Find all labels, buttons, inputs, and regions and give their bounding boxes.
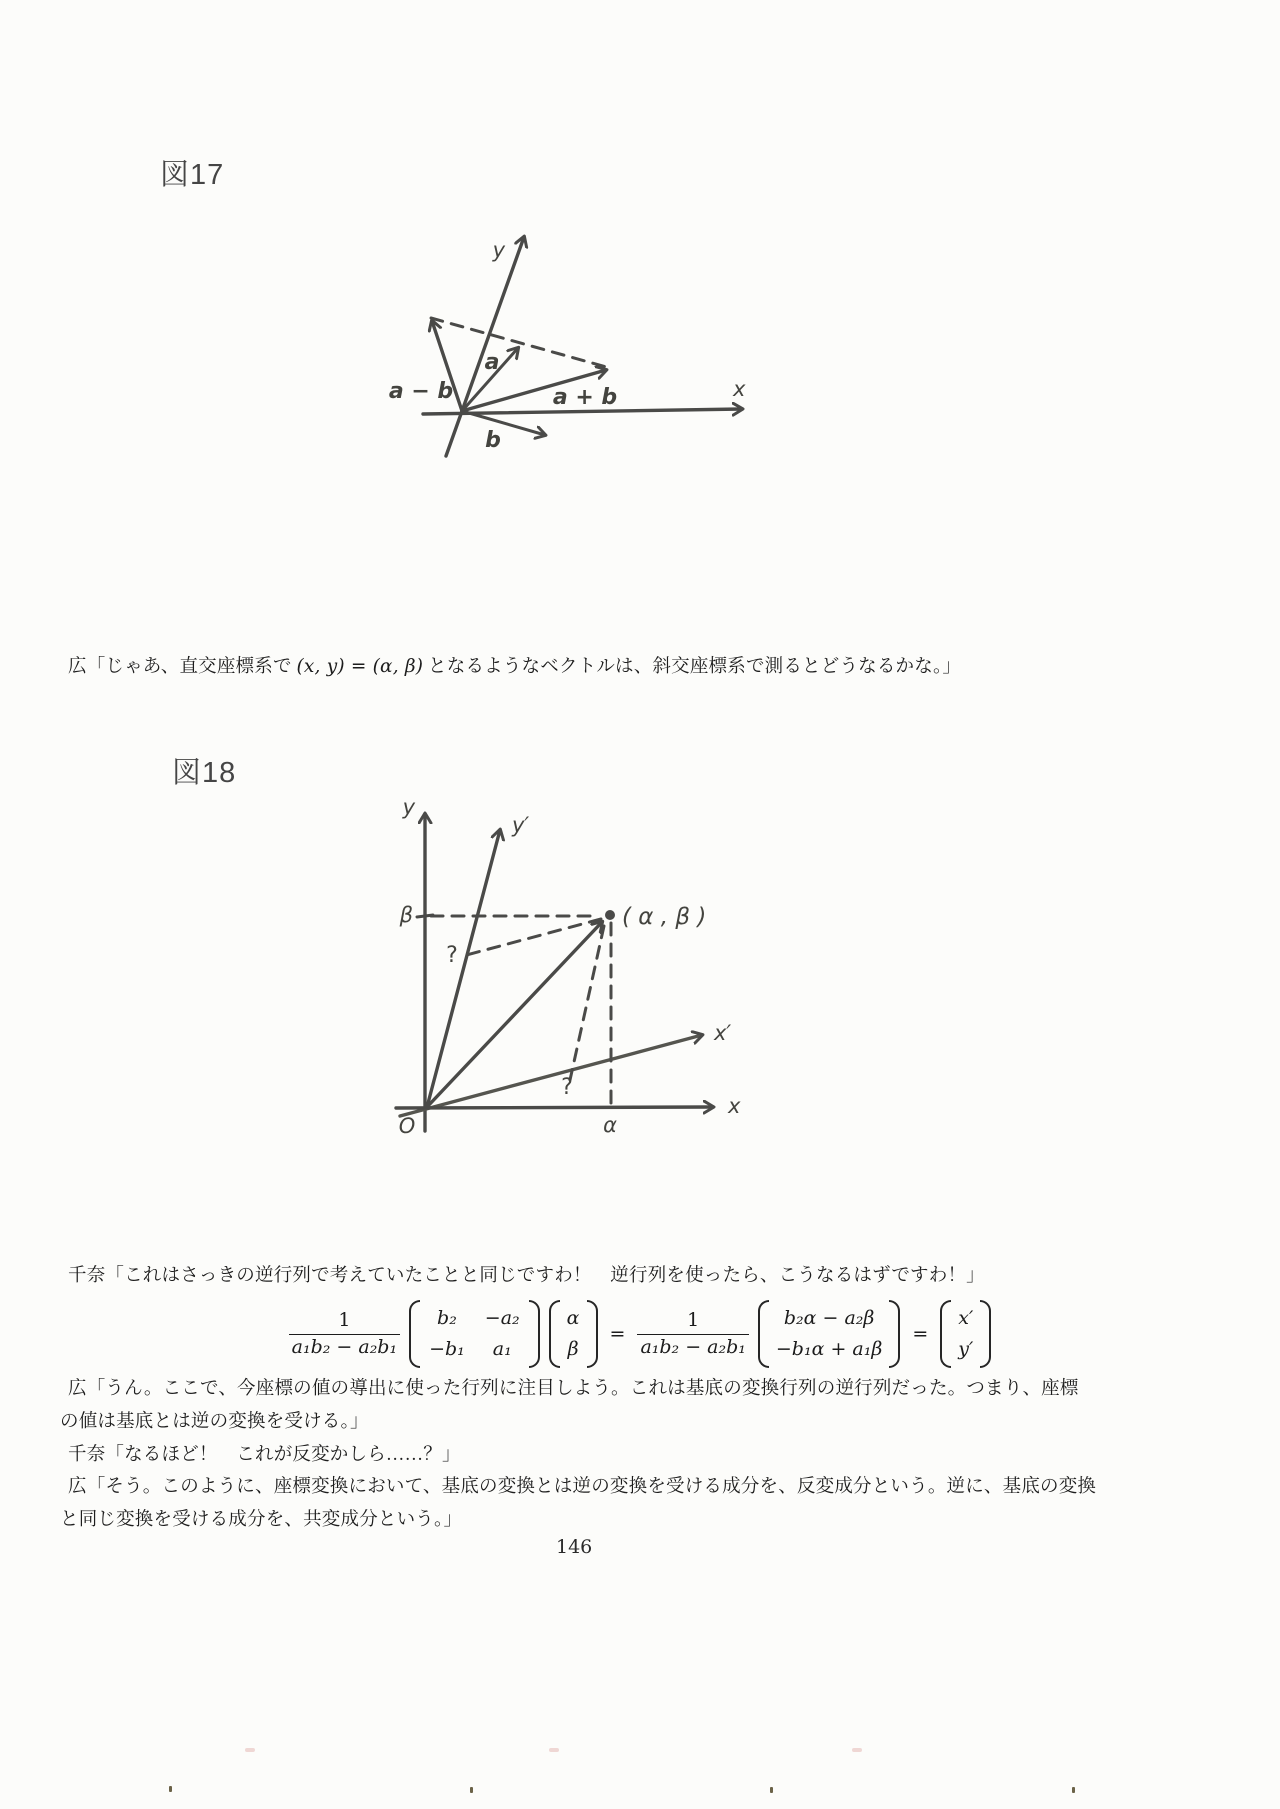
fig18-x-prime-axis xyxy=(400,1035,702,1116)
fig18-x-prime-axis-label: x′ xyxy=(714,1021,732,1045)
fig17-vector-a-plus-b-label: a + b xyxy=(552,385,618,410)
fig18-x-axis xyxy=(396,1107,713,1108)
vector-beta: β xyxy=(567,1337,579,1360)
matrix-cell-22: a₁ xyxy=(492,1337,512,1360)
left-parenthesis xyxy=(758,1300,769,1368)
xy-prime-cells xyxy=(951,1300,980,1368)
dialogue-hiro-1 xyxy=(68,652,961,678)
xy-prime-vector xyxy=(940,1300,991,1368)
right-parenthesis xyxy=(980,1300,991,1368)
fig18-question-lower: ? xyxy=(561,1075,573,1100)
fig18-point-label: ( α , β ) xyxy=(622,904,707,930)
dialogue-hiro-1-post: となるようなベクトルは、斜交座標系で測るとどうなるかな。」 xyxy=(423,657,962,677)
matrix-cell-11: b₂ xyxy=(437,1306,457,1329)
scan-speck xyxy=(470,1787,473,1793)
fig18-origin-label: O xyxy=(398,1114,416,1138)
fig17-y-axis xyxy=(446,237,524,456)
dialogue-hiro-1-pre: 広「じゃあ、直交座標系で xyxy=(68,657,297,677)
fig17-x-axis-label: x xyxy=(733,377,746,401)
scan-speck xyxy=(770,1787,773,1793)
fraction-2-denominator: a₁b₂ − a₂b₁ xyxy=(640,1336,746,1358)
dialogue-hiro-2-line-2: の値は基底とは逆の変換を受ける。」 xyxy=(60,1412,369,1432)
right-parenthesis xyxy=(889,1300,900,1368)
fraction-2-bar xyxy=(637,1334,748,1335)
fig18-y-axis-label: y xyxy=(402,795,415,819)
result-row-1: b₂α − a₂β xyxy=(783,1306,875,1329)
fig18-dashed-y-prime-projection xyxy=(459,919,601,957)
equals-sign-2: = xyxy=(912,1323,929,1345)
vector-y-prime: y′ xyxy=(958,1337,974,1360)
result-row-2: −b₁α + a₁β xyxy=(775,1337,883,1360)
dialogue-hiro-3-line-2: と同じ変換を受ける成分を、共変成分という。」 xyxy=(60,1510,463,1530)
fraction-1-denominator: a₁b₂ − a₂b₁ xyxy=(291,1336,398,1358)
vector-x-prime: x′ xyxy=(958,1306,974,1329)
result-cells xyxy=(769,1300,889,1368)
fig18-y-prime-axis-label: y′ xyxy=(512,813,530,837)
left-parenthesis xyxy=(549,1300,560,1368)
fig18-point-dot xyxy=(605,910,615,920)
matrix-cell-12: −a₂ xyxy=(484,1306,520,1329)
figure17-drawing xyxy=(380,180,780,480)
fig17-vector-a-label: a xyxy=(484,350,500,375)
fraction-1 xyxy=(289,1309,400,1359)
fig17-y-axis-label: y xyxy=(492,238,505,262)
figure18-drawing xyxy=(380,780,760,1150)
left-parenthesis xyxy=(409,1300,420,1368)
fraction-1-numerator: 1 xyxy=(338,1309,351,1332)
result-column-vector xyxy=(758,1300,900,1368)
scan-speck xyxy=(1072,1787,1075,1793)
page-number: 146 xyxy=(556,1536,593,1558)
equals-sign-1: = xyxy=(609,1323,626,1345)
inverse-matrix xyxy=(409,1300,540,1368)
right-parenthesis xyxy=(529,1300,540,1368)
left-parenthesis xyxy=(940,1300,951,1368)
fraction-2-numerator: 1 xyxy=(687,1309,700,1332)
figure18-heading: 図18 xyxy=(172,757,237,789)
scan-mark xyxy=(245,1748,255,1752)
fig17-vector-a-minus-b-label: a − b xyxy=(388,379,454,404)
fig18-question-upper: ? xyxy=(446,943,458,968)
right-parenthesis xyxy=(587,1300,598,1368)
fig17-vector-b-label: b xyxy=(485,428,501,453)
dialogue-china-2: 千奈「なるほど！ これが反変かしら……？」 xyxy=(68,1445,461,1465)
fig18-beta-tick xyxy=(417,915,433,917)
scan-mark xyxy=(549,1748,559,1752)
vector-alpha: α xyxy=(566,1306,580,1329)
alpha-beta-vector xyxy=(549,1300,598,1368)
dialogue-hiro-2-line-1: 広「うん。ここで、今座標の値の導出に使った行列に注目しよう。これは基底の変換行列の逆行列だった。つまり、座標 xyxy=(68,1379,1079,1399)
fig17-vector-b xyxy=(462,411,545,435)
fraction-2 xyxy=(637,1309,748,1359)
dialogue-china-1: 千奈「これはさっきの逆行列で考えていたことと同じですわ！ 逆行列を使ったら、こうなるはずですわ！」 xyxy=(68,1266,985,1286)
alpha-beta-cells xyxy=(560,1300,587,1368)
fraction-1-bar xyxy=(289,1334,400,1335)
fig18-alpha-label: α xyxy=(603,1113,617,1137)
scan-mark xyxy=(852,1748,862,1752)
scan-speck xyxy=(169,1786,172,1792)
fig18-beta-label: β xyxy=(399,903,413,927)
dialogue-hiro-1-math: (x, y) = (α, β) xyxy=(296,656,424,677)
matrix-cell-21: −b₁ xyxy=(429,1337,465,1360)
fig17-parallelogram-dashed-line xyxy=(431,318,610,368)
figure17-heading: 図17 xyxy=(160,159,225,191)
inverse-matrix-cells xyxy=(420,1300,529,1368)
fig18-y-prime-axis xyxy=(427,830,500,1107)
coordinate-transform-equation xyxy=(0,1292,1280,1376)
dialogue-hiro-3-line-1: 広「そう。このように、座標変換において、基底の変換とは逆の変換を受ける成分を、反変成分という。逆に、基底の変換 xyxy=(68,1477,1097,1497)
fig18-x-axis-label: x xyxy=(728,1094,741,1118)
